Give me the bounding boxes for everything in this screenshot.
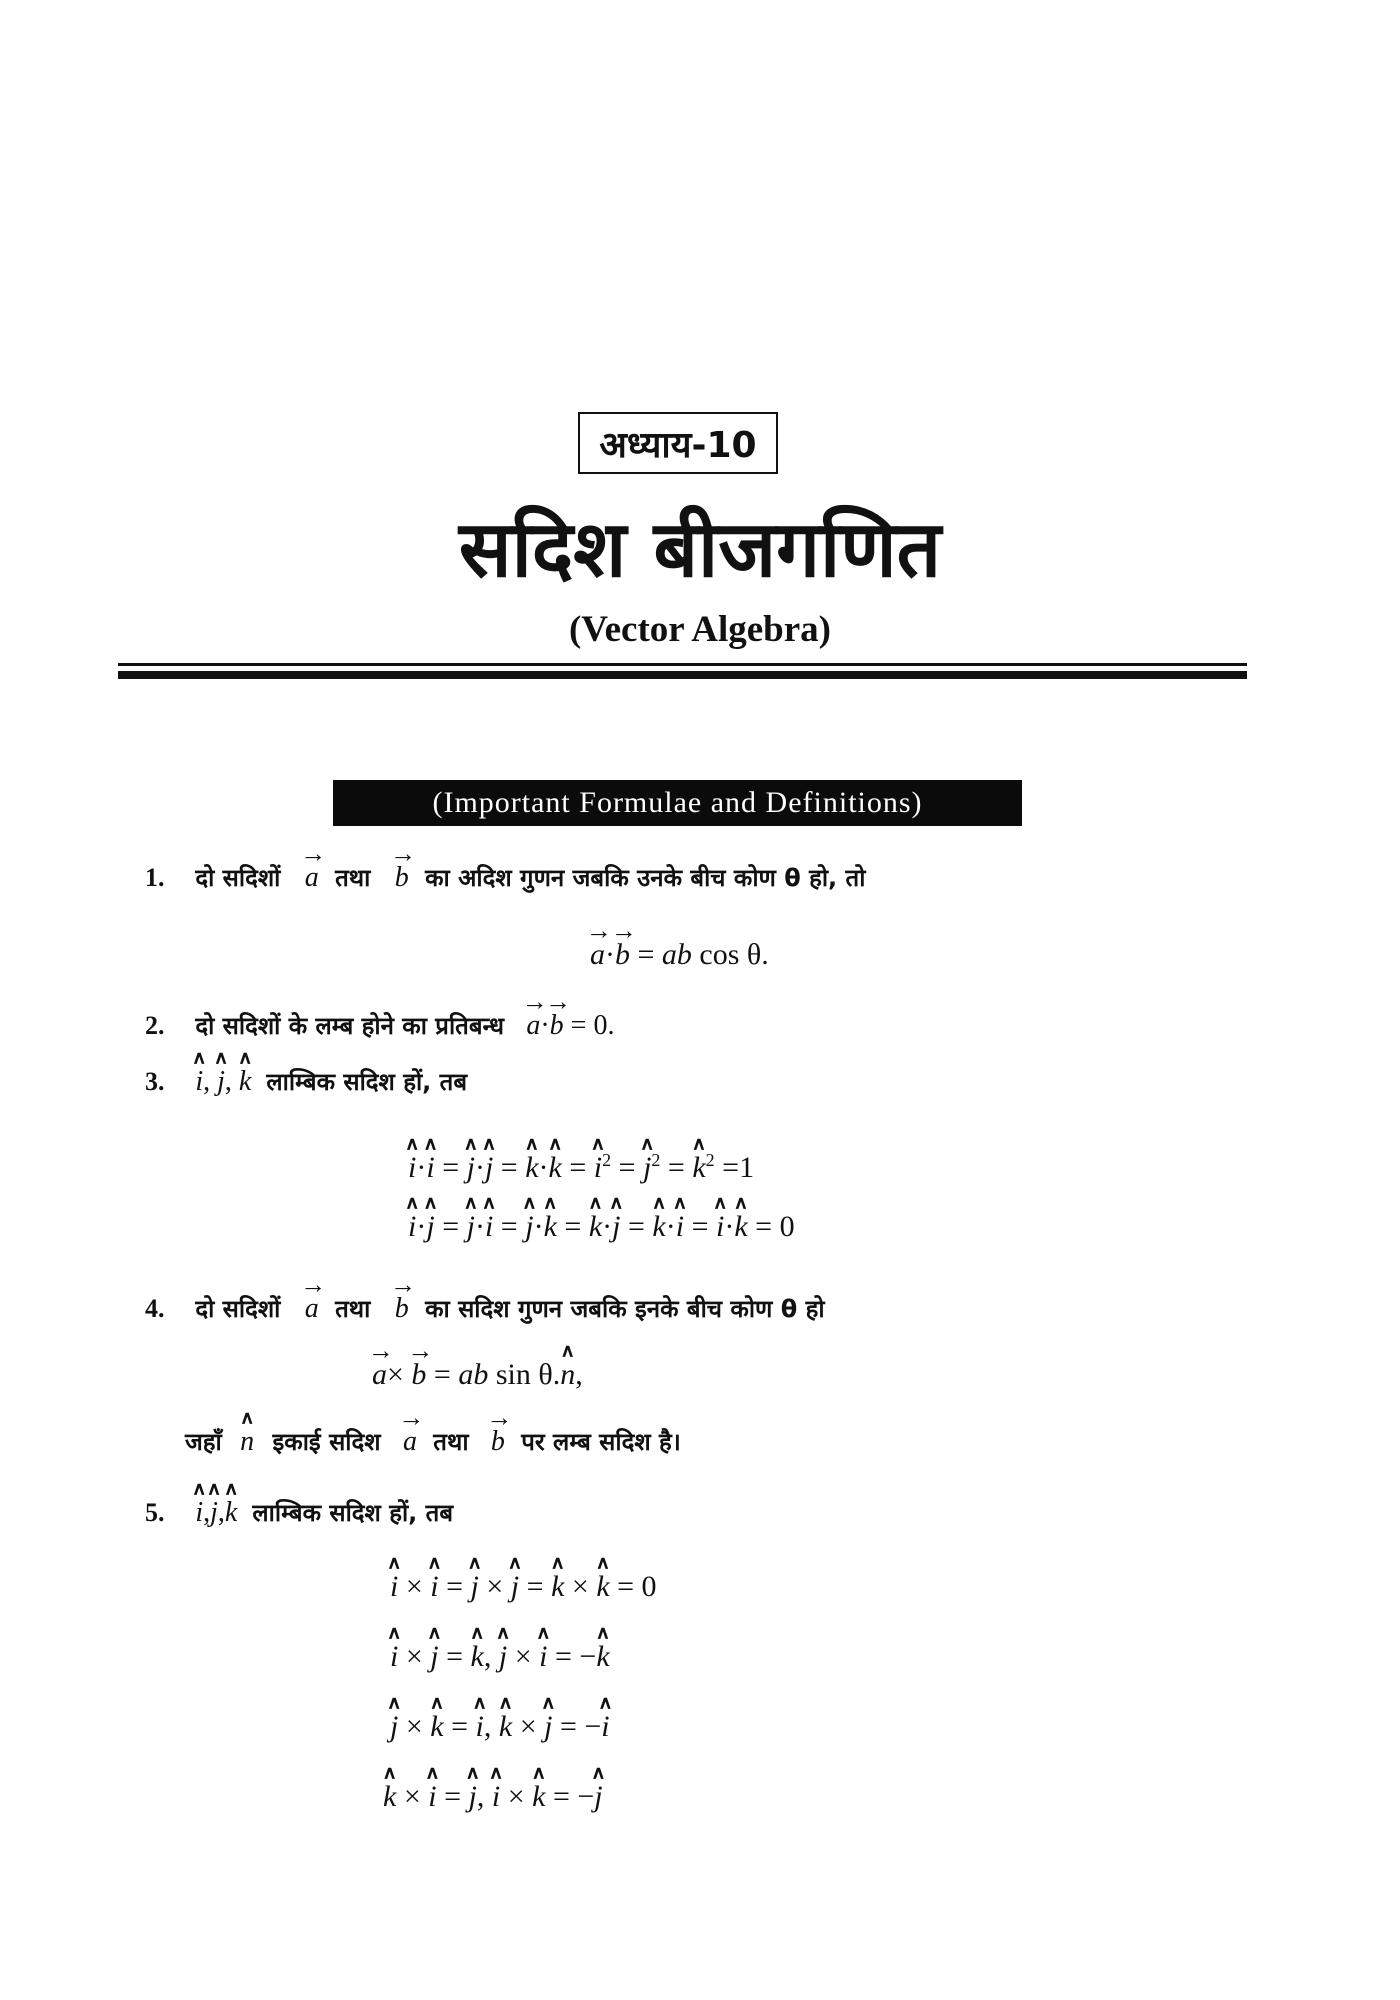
note-text: जहाँ	[185, 1428, 222, 1456]
vector-a: → a	[305, 1289, 319, 1329]
item-5	[145, 1493, 453, 1533]
item-text: का अदिश गुणन जबकि उनके बीच कोण θ हो, तो	[425, 864, 866, 892]
vector-b: → b	[395, 1289, 409, 1329]
formula-cross-product: → a× → b = ab sin θ.∧ n,	[372, 1355, 583, 1395]
item-number: 4.	[145, 1294, 165, 1323]
item-text: दो सदिशों के लम्ब होने का प्रतिबन्ध	[195, 1012, 504, 1040]
section-banner-label: (Important Formulae and Definitions)	[432, 786, 923, 819]
unit-j: ∧ j	[217, 1062, 225, 1102]
divider-thick	[118, 671, 1247, 679]
note-text: इकाई सदिश	[272, 1428, 381, 1456]
formula-rhs: = 0.	[570, 1010, 615, 1041]
vector-b: → b	[615, 935, 630, 975]
item-text: दो सदिशों	[195, 1295, 281, 1323]
vector-b: → b	[411, 1355, 426, 1395]
theta: θ	[746, 938, 762, 971]
formula-unit-cross-j: ∧ k × ∧ i = ∧ j, ∧ i × ∧ k = −∧ j	[383, 1777, 603, 1817]
unit-j: ∧ j	[210, 1493, 218, 1533]
formula-unit-cross-k: ∧ i × ∧ j = ∧ k, ∧ j × ∧ i = −∧ k	[390, 1637, 610, 1677]
item-number: 5.	[145, 1498, 165, 1527]
chapter-label: अध्याय-10	[599, 424, 757, 466]
item-text: दो सदिशों	[195, 864, 281, 892]
item-3	[145, 1062, 467, 1102]
formula-unit-cross-i: ∧ j × ∧ k = ∧ i, ∧ k × ∧ j = −∧ i	[390, 1707, 610, 1747]
unit-i: ∧ i	[195, 1062, 203, 1102]
magnitudes: ab	[661, 938, 692, 971]
unit-normal: ∧ n	[240, 1422, 254, 1462]
formula-unit-cross-zero: ∧ i × ∧ i = ∧ j × ∧ j = ∧ k × ∧ k = 0	[390, 1567, 657, 1607]
cross-operator: ×	[387, 1358, 404, 1391]
item-text: तथा	[335, 864, 371, 892]
item-number: 1.	[145, 863, 165, 892]
item-1	[145, 858, 865, 898]
vector-a: → a	[526, 1006, 540, 1046]
chapter-number-box	[578, 412, 778, 474]
formula-unit-dot-1: ∧ i·∧ i = ∧ j·∧ j = ∧ k·∧ k = ∧ $i^2$ = ∧ $j^2$ = ∧ $k^2 =1$	[408, 1140, 754, 1188]
vector-b: → b	[550, 1006, 564, 1046]
section-banner	[333, 780, 1022, 826]
unit-i: ∧ i	[195, 1493, 203, 1533]
unit-k: ∧ k	[225, 1493, 237, 1533]
vector-a: → a	[372, 1355, 387, 1395]
vector-b: → b	[491, 1422, 505, 1462]
dot-operator: ·	[605, 938, 615, 971]
item-text: लाम्बिक सदिश हों, तब	[252, 1499, 454, 1527]
note-text: तथा	[433, 1428, 469, 1456]
equals: =	[637, 938, 655, 971]
item-text: तथा	[335, 1295, 371, 1323]
item-text: लाम्बिक सदिश हों, तब	[266, 1068, 468, 1096]
item-number: 2.	[145, 1011, 165, 1040]
item-4-note	[185, 1422, 681, 1462]
note-text: पर लम्ब सदिश है।	[521, 1428, 681, 1456]
theta: θ	[538, 1358, 553, 1391]
dot-operator: ·	[540, 1010, 550, 1041]
formula-unit-dot-0: ∧ i·∧ j = ∧ j·∧ i = ∧ j·∧ k = ∧ k·∧ j = ∧ k·∧ i = ∧ i·∧ k = 0	[408, 1207, 795, 1247]
cos: cos	[699, 938, 740, 971]
vector-a: → a	[403, 1422, 417, 1462]
equals: =	[433, 1358, 451, 1391]
unit-k: ∧ k	[239, 1062, 251, 1102]
vector-a: → a	[590, 935, 605, 975]
divider-thin	[118, 663, 1247, 666]
vector-b: → b	[395, 858, 409, 898]
formula-dot-product	[590, 935, 769, 975]
vector-a: → a	[305, 858, 319, 898]
item-text: का सदिश गुणन जबकि इनके बीच कोण θ हो	[425, 1295, 825, 1323]
period: .	[761, 938, 769, 971]
unit-vectors: ∧ i, ∧ j, ∧ k	[195, 1066, 258, 1097]
chapter-title-hindi: सदिश बीजगणित	[458, 505, 942, 595]
unit-vectors: ∧ i,∧ j,∧ k	[195, 1497, 244, 1528]
item-number: 3.	[145, 1067, 165, 1096]
unit-normal: ∧ n	[560, 1355, 575, 1395]
sin: sin	[495, 1358, 531, 1391]
item-4	[145, 1289, 825, 1329]
formula-perpendicular	[526, 1010, 614, 1041]
chapter-title-english: (Vector Algebra)	[568, 609, 832, 650]
magnitudes: ab	[458, 1358, 489, 1391]
